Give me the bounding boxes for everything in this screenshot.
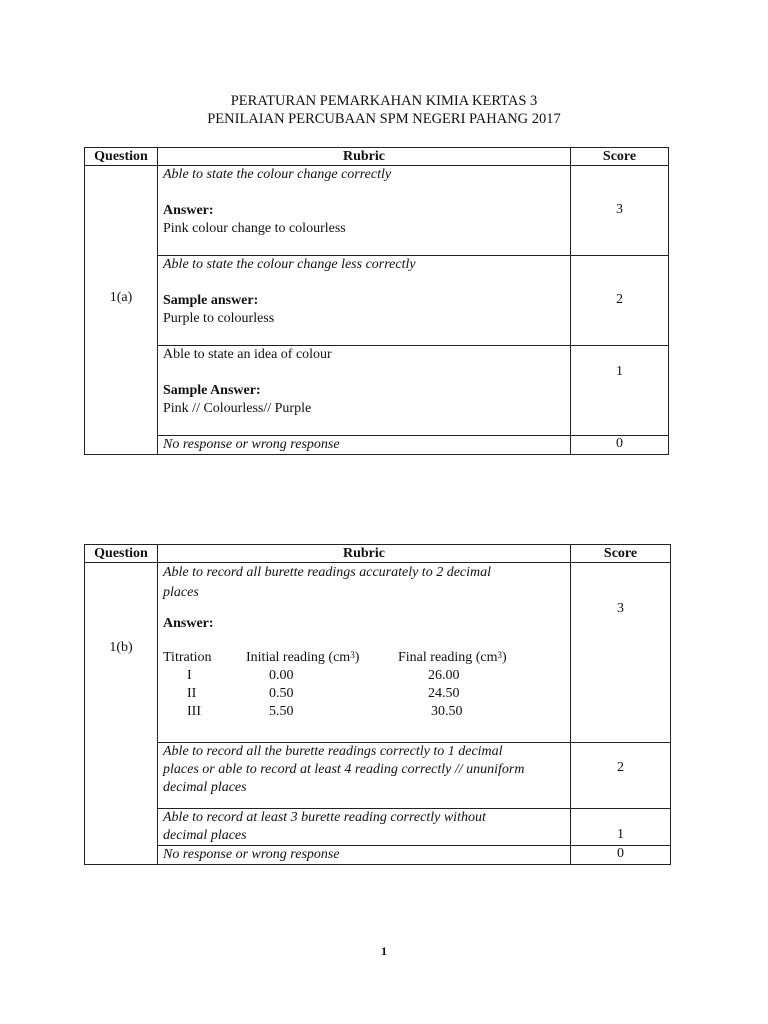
table-row [85, 563, 671, 743]
initial-reading-value: 0.50 [269, 686, 294, 701]
score-value: 1 [617, 827, 624, 842]
rubric-criterion: Able to state the colour change correctly [163, 167, 392, 182]
rubric-criterion-line: decimal places [163, 828, 247, 843]
initial-reading-heading: Initial reading $(cm^3)$ [246, 650, 360, 665]
score-header: Score [571, 148, 669, 166]
titration-readings [163, 649, 570, 721]
rubric-criterion: No response or wrong response [158, 846, 571, 865]
score-cell [571, 256, 669, 346]
rubric-criterion-line: Able to record at least 3 burette reading correctly without [163, 810, 486, 825]
table-row [85, 743, 671, 809]
page-number: 1 [381, 944, 387, 958]
table-row [85, 166, 669, 256]
score-value: 2 [617, 760, 624, 775]
score-header: Score [571, 545, 671, 563]
document-title-line2: PENILAIAN PERCUBAAN SPM NEGERI PAHANG 2017 [207, 111, 561, 127]
score-value: 0 [571, 846, 671, 865]
question-cell [85, 166, 158, 455]
score-cell [571, 809, 671, 846]
rubric-criterion-line: places [163, 585, 199, 600]
question-number: 1(b) [109, 639, 133, 655]
table-row [85, 436, 669, 455]
question-header: Question [85, 545, 158, 563]
rubric-header: Rubric [158, 148, 571, 166]
score-value: 3 [616, 202, 623, 217]
rubric-table-1b [84, 544, 671, 865]
score-cell [571, 743, 671, 809]
answer-text: Pink // Colourless// Purple [163, 401, 312, 416]
answer-label: Answer: [163, 203, 214, 218]
score-value: 1 [616, 364, 623, 379]
rubric-criterion: Able to state an idea of colour [163, 347, 332, 362]
score-value: 0 [571, 436, 669, 455]
rubric-cell [158, 346, 571, 436]
rubric-criterion-line: Able to record all the burette readings correctly to 1 decimal [163, 744, 503, 759]
question-number: 1(a) [109, 290, 133, 305]
rubric-criterion: No response or wrong response [158, 436, 571, 455]
answer-text: Pink colour change to colourless [163, 221, 346, 236]
rubric-table-1a [84, 147, 669, 455]
score-cell [571, 563, 671, 743]
final-reading-value: 30.50 [431, 704, 463, 719]
document-title-line1: PERATURAN PEMARKAHAN KIMIA KERTAS 3 [230, 93, 538, 109]
table-header-row [85, 148, 669, 166]
question-cell [85, 563, 158, 865]
rubric-criterion-line: places or able to record at least 4 reading correctly // ununiform [163, 762, 525, 777]
table-row [85, 846, 671, 865]
rubric-cell [158, 563, 571, 743]
score-cell [571, 166, 669, 256]
rubric-criterion-line: decimal places [163, 780, 247, 795]
table-row [85, 346, 669, 436]
score-value: 2 [616, 292, 623, 307]
answer-text: Purple to colourless [163, 311, 275, 326]
titration-heading: Titration [163, 650, 212, 665]
rubric-criterion-line: Able to record all burette readings accurately to 2 decimal [163, 565, 492, 580]
table-header-row [85, 545, 671, 563]
titration-number: III [187, 704, 201, 719]
initial-reading-value: 5.50 [269, 704, 294, 719]
table-row [85, 256, 669, 346]
final-reading-heading: Final reading $(cm^3)$ [398, 650, 507, 665]
rubric-criterion: Able to state the colour change less correctly [163, 257, 416, 272]
final-reading-value: 26.00 [428, 668, 460, 683]
rubric-header: Rubric [158, 545, 571, 563]
score-value: 3 [617, 601, 624, 616]
final-reading-value: 24.50 [428, 686, 460, 701]
answer-label: Sample answer: [163, 293, 259, 308]
initial-reading-value: 0.00 [269, 668, 294, 683]
rubric-cell [158, 166, 571, 256]
rubric-cell [158, 256, 571, 346]
table-row [85, 809, 671, 846]
answer-label: Sample Answer: [163, 383, 261, 398]
question-header: Question [85, 148, 158, 166]
answer-label: Answer: [163, 616, 214, 631]
titration-number: II [187, 686, 197, 701]
rubric-cell [158, 743, 571, 809]
score-cell [571, 346, 669, 436]
titration-number: I [187, 668, 192, 683]
rubric-cell [158, 809, 571, 846]
